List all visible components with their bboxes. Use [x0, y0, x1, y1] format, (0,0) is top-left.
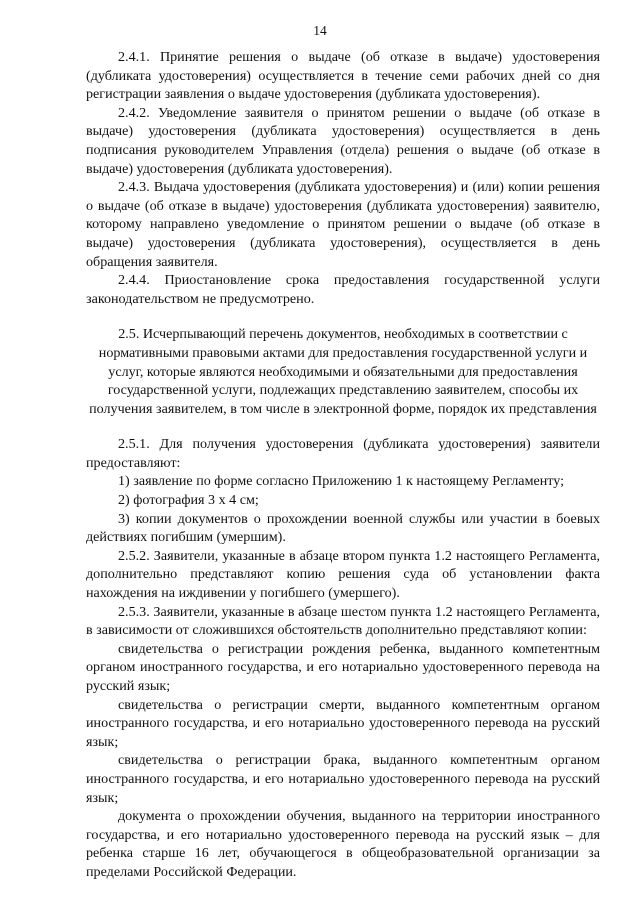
list-item-1: 1) заявление по форме согласно Приложению 1 к настоящему Регламенту;	[118, 473, 565, 490]
document-item-birth: свидетельства о регистрации рождения ребенка, выданного компетентным органом иностранного государства, и его нотариально удостоверенного перевода на русский язык;	[86, 640, 600, 694]
paragraph-2-5-3: 2.5.3. Заявители, указанные в абзаце шестом пункта 1.2 настоящего Регламента, в зависимости от сложившихся обстоятельств дополнительно представляют копии:	[86, 603, 600, 639]
paragraph-2-4-4: 2.4.4. Приостановление срока предоставления государственной услуги законодательством не предусмотрено.	[86, 272, 600, 307]
paragraph-2-4-1: 2.4.1. Принятие решения о выдаче (об отказе в выдаче) удостоверения (дубликата удостоверения) осуществляется в течение семи рабочих дней со дня регистрации заявления о выдаче удостоверения (дубликата удостоверения).	[86, 49, 600, 103]
document-item-education: документа о прохождении обучения, выданного на территории иностранного государства, и его нотариально удостоверенного перевода на русский язык – для ребенка старше 16 лет, обучающегося в общеобразовательной организации за пределами Российской Федерации.	[86, 808, 600, 880]
document-item-death: свидетельства о регистрации смерти, выданного компетентным органом иностранного государства, и его нотариально удостоверенного перевода на русский язык;	[86, 696, 600, 750]
paragraph-2-5-1: 2.5.1. Для получения удостоверения (дубликата удостоверения) заявители предоставляют:	[86, 436, 600, 471]
section-heading-2-5: 2.5. Исчерпывающий перечень документов, необходимых в соответствии с нормативными правовыми актами для предоставления государственной услуги и услуг, которые являются необходимыми и обязательными для предоставления государственной услуги, подлежащих представлению заявителем, способы их получения заявителем, в том числе в электронной форме, порядок их представления	[89, 326, 597, 417]
page-number: 14	[313, 23, 327, 38]
list-item-2: 2) фотография 3 х 4 см;	[118, 492, 259, 509]
paragraph-2-4-2: 2.4.2. Уведомление заявителя о принятом решении о выдаче (об отказе в выдаче) удостоверения (дубликата удостоверения) осуществляется в день подписания руководителем Управления (отдела) решения о выдаче (об отказе в выдаче) удостоверения (дубликата удостоверения).	[86, 104, 600, 177]
paragraph-2-5-2: 2.5.2. Заявители, указанные в абзаце втором пункта 1.2 настоящего Регламента, дополнительно представляют копию решения суда об установлении факта нахождения на иждивении у погибшего (умершего).	[86, 547, 600, 602]
document-item-marriage: свидетельства о регистрации брака, выданного компетентным органом иностранного государства, и его нотариально удостоверенного перевода на русский язык;	[86, 752, 600, 806]
list-item-3: 3) копии документов о прохождении военной службы или участии в боевых действиях погибшим (умершим).	[86, 510, 600, 546]
paragraph-2-4-3: 2.4.3. Выдача удостоверения (дубликата удостоверения) и (или) копии решения о выдаче (об отказе в выдаче) удостоверения (дубликата удостоверения) заявителю, которому направлено уведомление о принятом решении о выдаче (об отказе в выдаче) удостоверения (дубликата удостоверения), осуществляется в день обращения заявителя.	[86, 179, 600, 270]
section-2-4-block	[86, 48, 600, 882]
section-2-5-block	[86, 435, 600, 881]
